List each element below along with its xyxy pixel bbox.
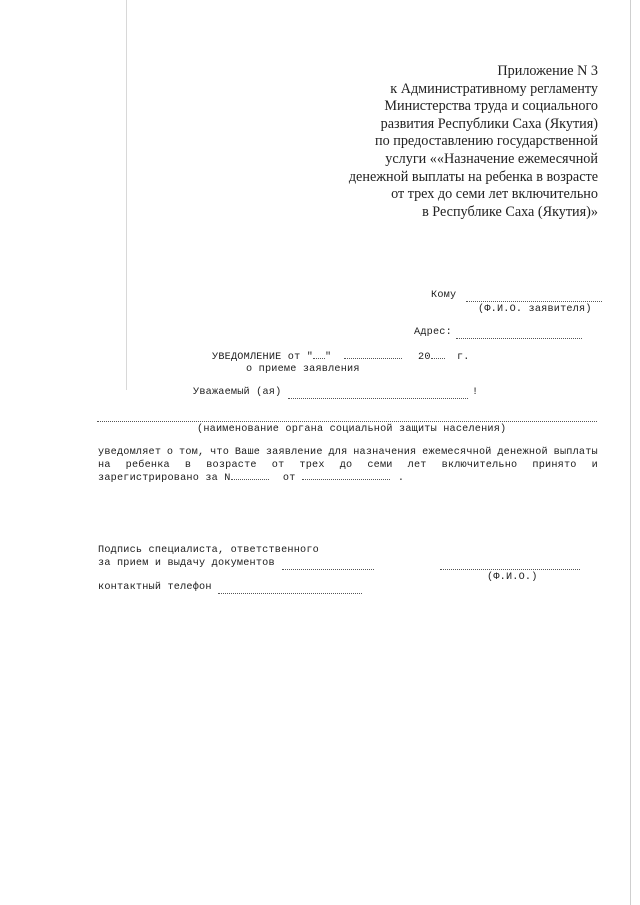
signature-line[interactable] xyxy=(282,569,374,570)
body-line-2 xyxy=(98,459,598,472)
address-label: Адрес: xyxy=(414,327,452,338)
reg-end: . xyxy=(397,473,405,484)
body-word: лет xyxy=(407,460,427,471)
to-label: Кому xyxy=(431,290,457,301)
body-word: о xyxy=(166,447,174,458)
notice-subtitle: о приеме заявления xyxy=(246,364,360,375)
salutation-end: ! xyxy=(472,387,479,398)
body-word: заявление xyxy=(265,447,323,458)
salutation-name-line[interactable] xyxy=(288,398,468,399)
reg-date-blank[interactable] xyxy=(302,479,390,480)
notice-body xyxy=(98,446,598,485)
appendix-line: от трех до семи лет включительно xyxy=(391,186,598,203)
to-name-line[interactable] xyxy=(466,301,602,302)
appendix-line: Приложение N 3 xyxy=(497,63,598,79)
body-word: что xyxy=(210,447,230,458)
phone-line[interactable] xyxy=(218,593,362,594)
body-word: и xyxy=(591,460,598,471)
body-word: ежемесячной xyxy=(422,447,492,458)
salutation-label: Уважаемый (ая) xyxy=(193,387,282,398)
signature-line1: Подпись специалиста, ответственного xyxy=(98,545,319,556)
notice-year-suffix: г. xyxy=(456,352,470,363)
body-word: от xyxy=(271,460,285,471)
body-word: для xyxy=(328,447,348,458)
body-word: Ваше xyxy=(234,447,261,458)
body-word: принято xyxy=(532,460,577,471)
notice-day-blank[interactable] xyxy=(313,358,325,359)
notice-year-prefix: 20 xyxy=(418,352,431,363)
scan-edge-right xyxy=(630,0,631,905)
phone-label: контактный телефон xyxy=(98,582,212,593)
appendix-line: по предоставлению государственной xyxy=(375,133,598,150)
body-word: семи xyxy=(367,460,393,471)
to-caption: (Ф.И.О. заявителя) xyxy=(478,304,592,315)
reg-number-prefix: зарегистрировано за N xyxy=(98,473,231,484)
specialist-name-line[interactable] xyxy=(440,569,580,570)
appendix-line: развития Республики Саха (Якутия) xyxy=(380,115,598,132)
signature-line2: за прием и выдачу документов xyxy=(98,558,275,569)
body-word: том, xyxy=(179,447,205,458)
body-word: трех xyxy=(299,460,325,471)
body-word: уведомляет xyxy=(98,447,162,458)
reg-number-blank[interactable] xyxy=(231,479,269,480)
notice-quote-close: " xyxy=(325,352,332,363)
body-word: денежной xyxy=(497,447,548,458)
appendix-line: услуги ««Назначение ежемесячной xyxy=(385,150,598,167)
appendix-line: в Республике Саха (Якутия)» xyxy=(422,203,598,220)
body-word: ребенка xyxy=(125,460,170,471)
appendix-line: денежной выплаты на ребенка в возрасте xyxy=(348,168,598,185)
notice-title-prefix: УВЕДОМЛЕНИЕ от " xyxy=(212,352,314,363)
body-word: выплаты xyxy=(553,447,598,458)
address-line[interactable] xyxy=(456,338,582,339)
body-line-1 xyxy=(98,446,598,459)
agency-caption: (наименование органа социальной защиты населения) xyxy=(197,424,507,435)
body-word: до xyxy=(339,460,353,471)
agency-name-line[interactable] xyxy=(97,421,597,422)
body-word: на xyxy=(98,460,111,471)
body-word: возрасте xyxy=(206,460,257,471)
appendix-line: к Административному регламенту xyxy=(390,80,598,97)
body-word: в xyxy=(184,460,192,471)
fio-caption: (Ф.И.О.) xyxy=(487,572,538,583)
reg-date-label: от xyxy=(282,473,296,484)
notice-month-blank[interactable] xyxy=(344,358,402,359)
body-line-3 xyxy=(98,472,598,485)
body-word: назначения xyxy=(353,447,417,458)
notice-year-blank[interactable] xyxy=(431,358,445,359)
body-word: включительно xyxy=(441,460,518,471)
notice-title xyxy=(212,352,470,363)
scan-edge-left xyxy=(126,0,127,390)
appendix-header xyxy=(258,63,598,221)
appendix-line: Министерства труда и социального xyxy=(384,98,598,115)
